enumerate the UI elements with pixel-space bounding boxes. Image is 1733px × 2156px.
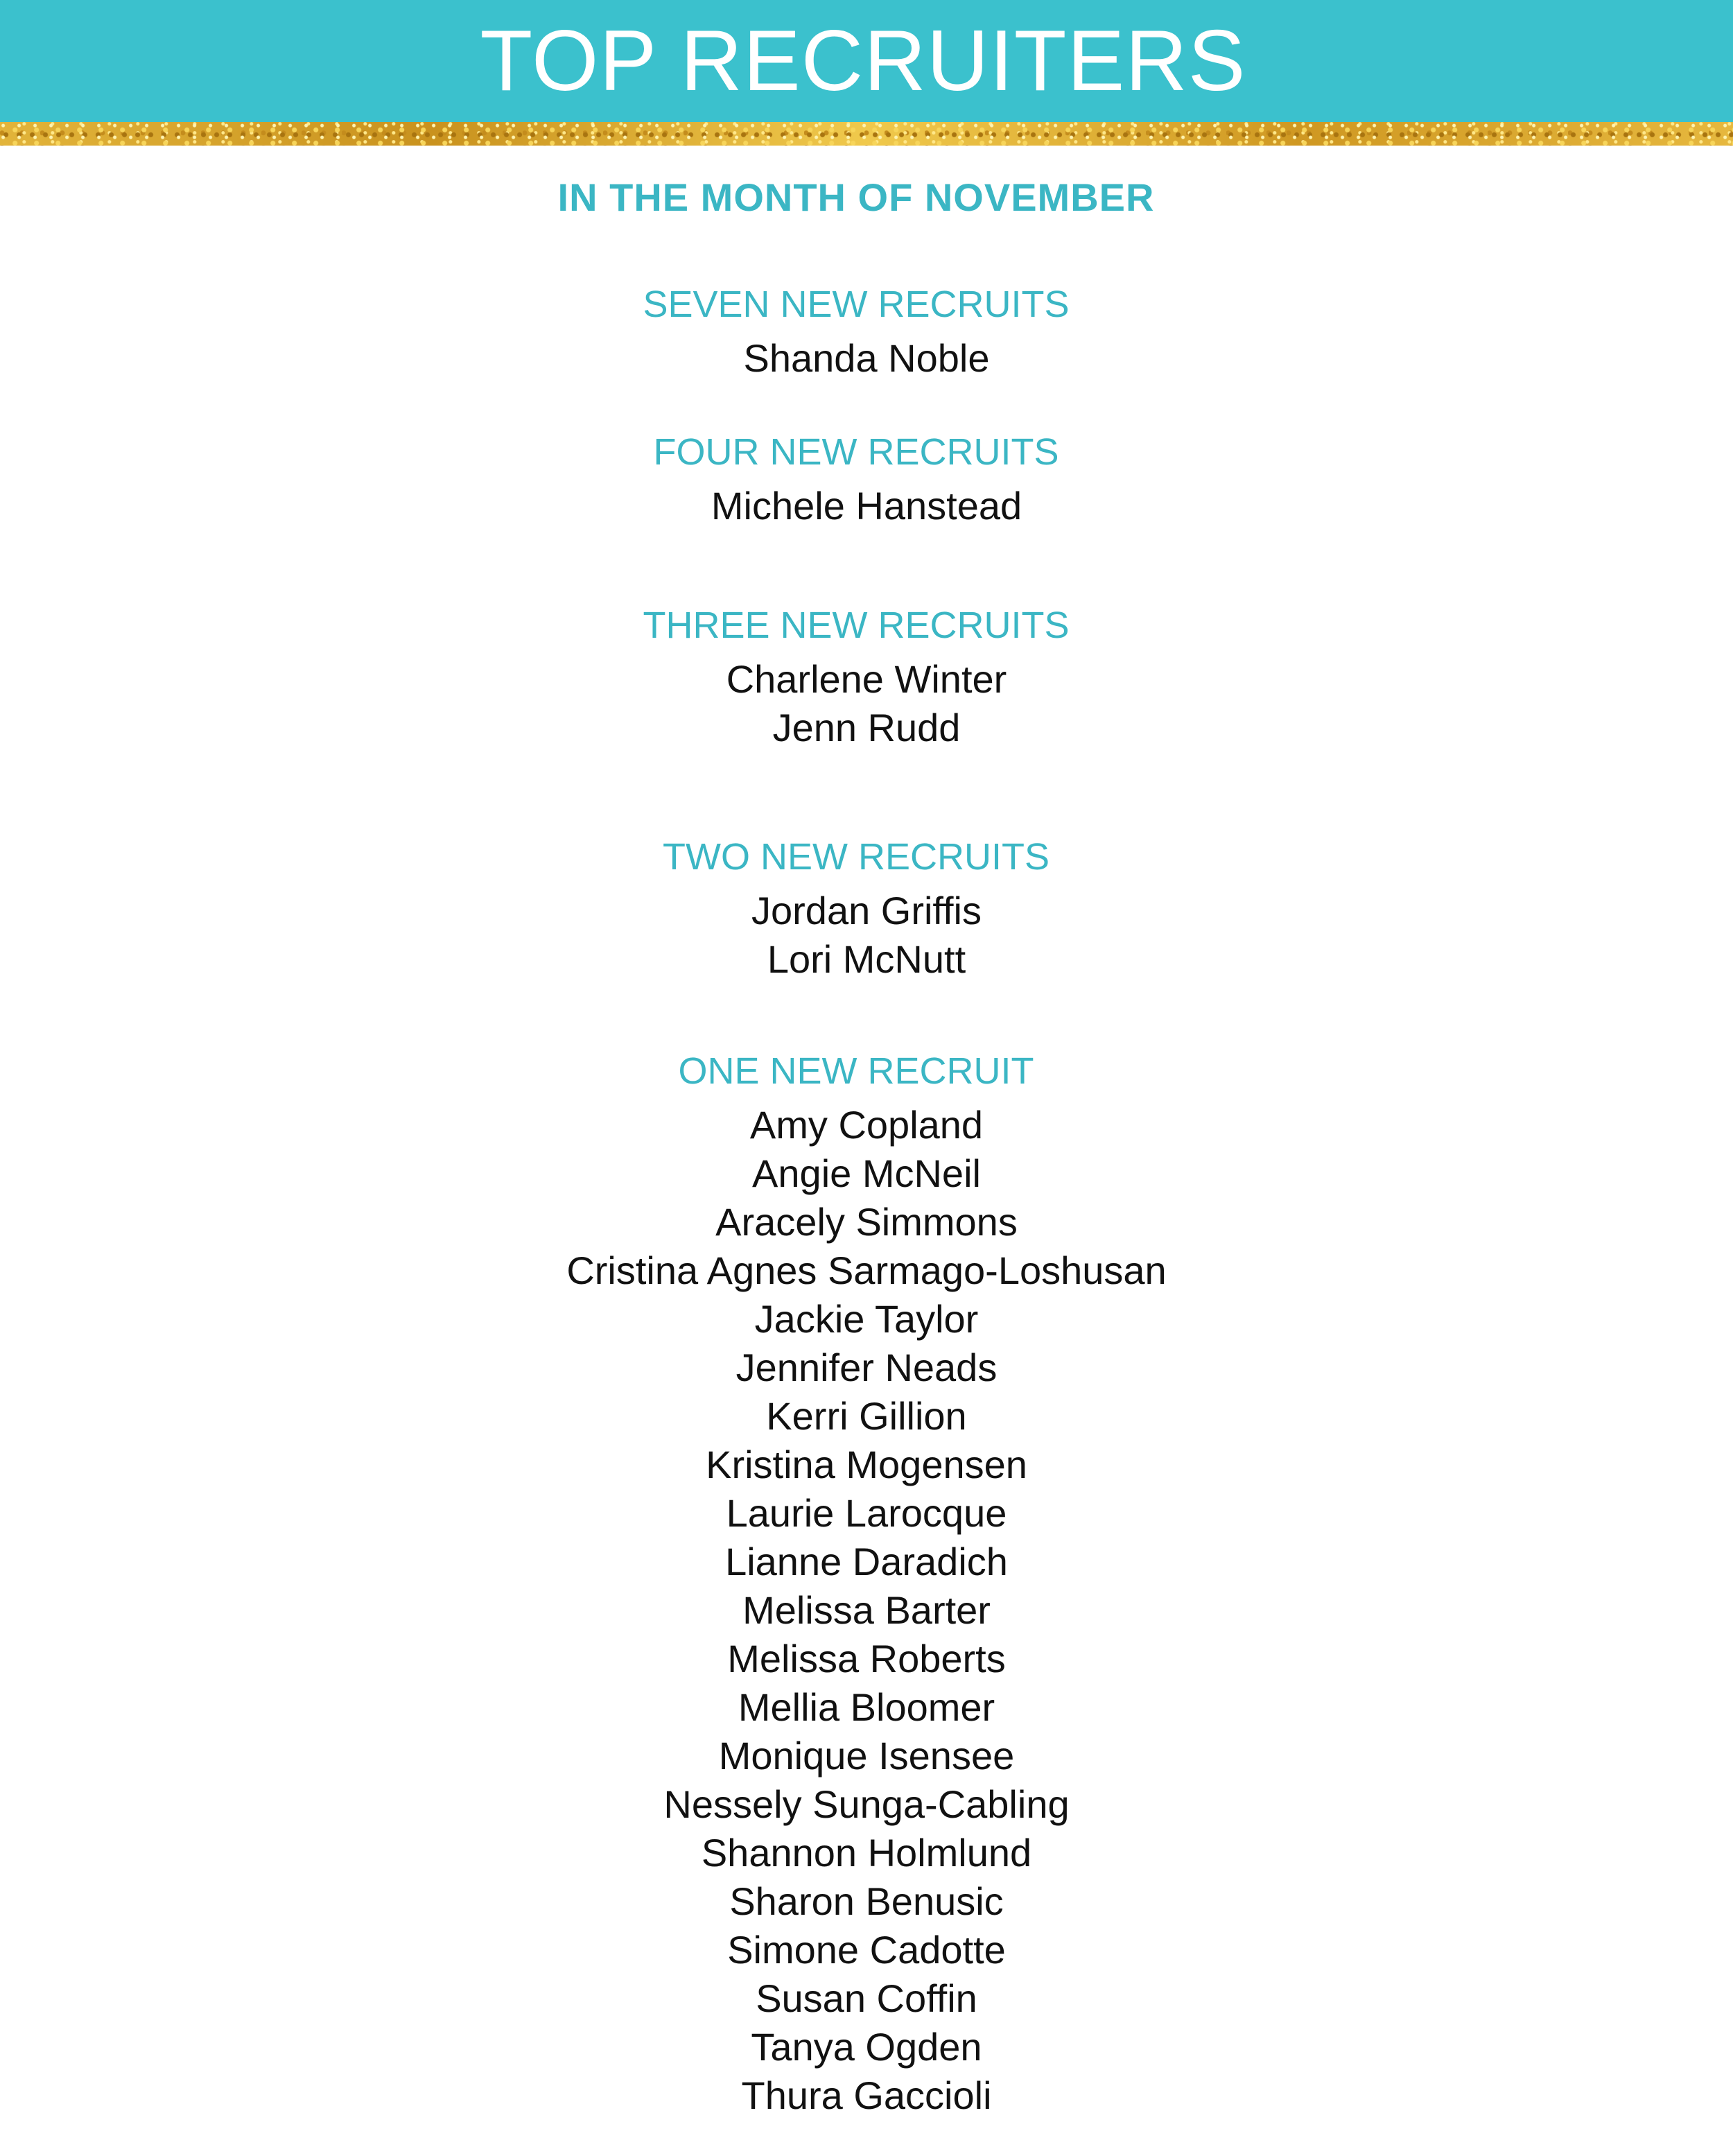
recruiter-name: Melissa Roberts [727,1637,1006,1680]
recruiter-list [0,334,1733,383]
section-seven-recruits [0,280,1733,383]
recruiter-name: Jennifer Neads [735,1346,998,1389]
recruiter-name: Simone Cadotte [727,1928,1006,1972]
section-heading: TWO NEW RECRUITS [663,836,1050,878]
recruiter-name: Lianne Daradich [725,1540,1008,1583]
page-subtitle: IN THE MONTH OF NOVEMBER [557,175,1155,219]
section-heading: THREE NEW RECRUITS [643,605,1070,646]
recruiter-name: Mellia Bloomer [738,1685,995,1729]
recruiter-list [0,1101,1733,2120]
section-two-recruits [0,833,1733,984]
recruiter-list [0,655,1733,752]
recruiter-name: Monique Isensee [718,1734,1015,1777]
recruiter-name: Jackie Taylor [754,1297,979,1341]
section-three-recruits [0,601,1733,752]
section-heading: ONE NEW RECRUIT [678,1050,1034,1092]
recruiter-name: Nessely Sunga-Cabling [663,1782,1070,1826]
recruiter-name: Laurie Larocque [726,1491,1007,1535]
recruiter-name: Kristina Mogensen [706,1443,1027,1486]
section-four-recruits [0,428,1733,530]
gold-glitter-divider [0,122,1733,146]
recruiter-name: Charlene Winter [726,657,1007,701]
recruiter-name: Amy Copland [749,1103,984,1147]
recruiter-name: Tanya Ogden [751,2025,982,2069]
recruiter-name: Sharon Benusic [729,1879,1004,1923]
recruiter-name: Shanda Noble [743,336,990,380]
section-one-recruit [0,1047,1733,2120]
recruiter-list [0,482,1733,530]
recruiter-name: Michele Hanstead [711,484,1022,528]
recruiter-name: Melissa Barter [742,1588,991,1632]
recruiter-name: Angie McNeil [752,1151,981,1195]
recruiter-name: Lori McNutt [767,937,966,981]
recruiter-list [0,887,1733,984]
recruiter-name: Cristina Agnes Sarmago-Loshusan [566,1249,1167,1292]
recruiter-name: Shannon Holmlund [701,1831,1032,1875]
recruiter-name: Thura Gaccioli [741,2074,992,2117]
recruiter-name: Jenn Rudd [772,706,961,749]
recruiter-name: Aracely Simmons [715,1200,1018,1244]
section-heading: FOUR NEW RECRUITS [653,431,1059,473]
recruiter-name: Kerri Gillion [766,1394,967,1438]
recruiter-name: Susan Coffin [756,1976,977,2020]
recruiter-name: Jordan Griffis [751,889,982,932]
page-title: TOP RECRUITERS [480,13,1246,109]
section-heading: SEVEN NEW RECRUITS [643,284,1070,325]
